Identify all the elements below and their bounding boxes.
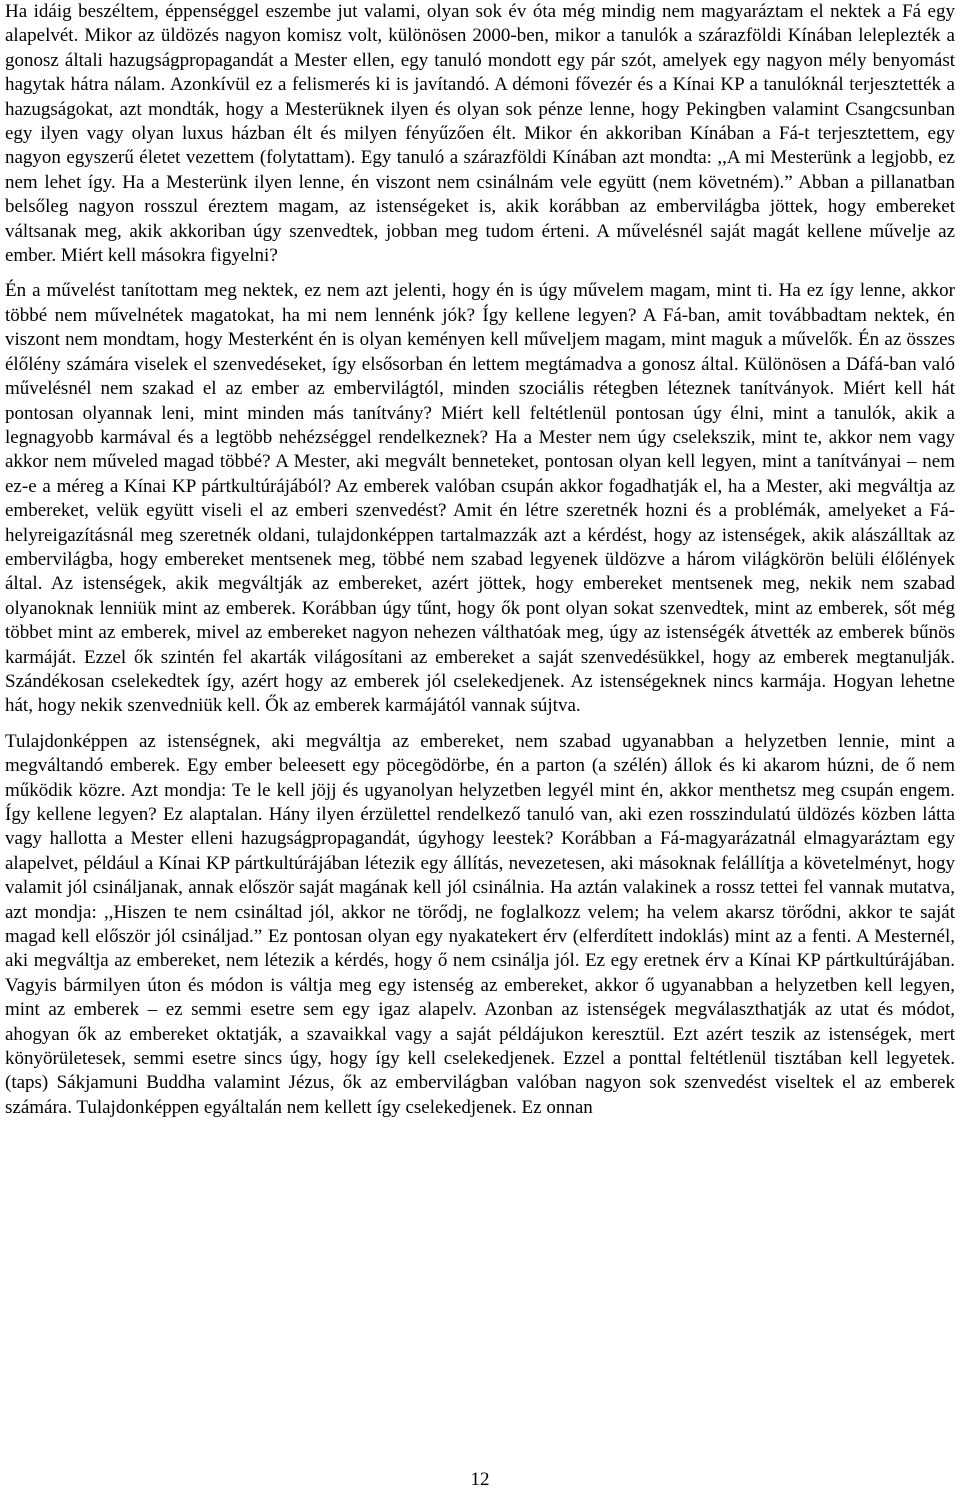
paragraph-1: Ha idáig beszéltem, éppenséggel eszembe jut valami, olyan sok év óta még mindig nem magyaráztam el nektek a Fá egy alapelvét. Mikor az üldözés nagyon komisz volt, különösen 2000-ben, mikor a tanulók a szárazföldi Kínában leleplezték a gonosz általi hazugságpropagandát a Mester ellen, egy tanuló mondott egy pár szót, amelyek egy nagyon mély benyomást hagytak hátra nálam. Azonkívül ez a felismerés ki is javítandó. A démoni fővezér és a Kínai KP a tanulóknál terjesztették a hazugságokat, azt mondták, hogy a Mesterüknek ilyen és olyan sok pénze lenne, hogy Pekingben valamint Csangcsunban egy ilyen vagy olyan luxus házban élt és milyen fényűzően élt. Mikor én akkoriban Kínában a Fá-t terjesztettem, egy nagyon egyszerű életet vezettem (folytattam). Egy tanuló a szárazföldi Kínában azt mondta: ,,A mi Mesterünk a legjobb, ez nem lehet így. Ha a Mesterünk ilyen lenne, én viszont nem csinálnám vele együtt (nem követném).” Abban a pillanatban belsőleg nagyon rosszul éreztem magam, az istenségeket is, akik korábban az embervilágba jöttek, hogy embereket váltsanak meg, akik akkoriban úgy szenvedtek, jobban meg tudom érteni. A művelésnél saját magát kellene művelje az ember. Miért kell másokra figyelni? xyxy=(5,1,955,267)
paragraph-3: Tulajdonképpen az istenségnek, aki megváltja az embereket, nem szabad ugyanabban a helyzetben lennie, mint a megváltandó emberek. Egy ember beleesett egy pöcegödörbe, én a parton (a szélén) állok és ki akarom húzni, de ő nem működik közre. Azt mondja: Te le kell jöjj és ugyanolyan helyzetben legyél mint én, akkor menthetsz meg csupán engem. Így kellene legyen? Ez alaptalan. Hány ilyen érzülettel rendelkező tanuló van, aki ezen rosszindulatú üldözés közben látta vagy hallotta a Mester elleni hazugságpropagandát, úgyhogy leestek? Korábban a Fá-magyarázatnál elmagyaráztam egy alapelvet, például a Kínai KP pártkultúrájában létezik egy állítás, nevezetesen, aki másoknak felállítja a követelményt, hogy valamit jól csináljanak, annak először saját magának kell jól csinálnia. Ha aztán valakinek a rossz tettei fel vannak mutatva, azt mondja: ,,Hiszen te nem csináltad jól, akkor ne törődj, ne foglalkozz velem; ha velem akarsz törődni, akkor te saját magad kell először jól csináljad.” Ez pontosan olyan egy nyakatekert érv (elferdített indoklás) mint az a fenti. A Mesternél, aki megváltja az embereket, nem létezik a kérdés, hogy ő nem csinálja jól. Ez egy eretnek érv a Kínai KP pártkultúrájában. Vagyis bármilyen úton és módon is váltja meg egy istenség az embereket, akkor ő ugyanabban a helyzetben kell legyen, mint az emberek – ez semmi esetre sem egy igaz alapelv. Azonban az istenségek megválaszthatják az utat és módot, ahogyan ők az embereket oktatják, a szavaikkal vagy a saját példájukon keresztül. Ezt azért teszik az istenségek, mert könyörületesek, semmi esetre sincs úgy, hogy így kell cselekedjenek. Ezzel a ponttal feltétlenül tisztában kell legyetek. (taps) Sákjamuni Buddha valamint Jézus, ők az embervilágban valóban nagyon sok szenvedést viseltek el az emberek számára. Tulajdonképpen egyáltalán nem kellett így cselekedjenek. Ez onnan xyxy=(5,730,955,1118)
document-page xyxy=(5,0,955,1120)
page-number: 12 xyxy=(470,1469,490,1490)
paragraph-2: Én a művelést tanítottam meg nektek, ez nem azt jelenti, hogy én is úgy művelem magam, mint ti. Ha ez így lenne, akkor többé nem művelnétek magatokat, ha mi nem lennénk jók? Így kellene legyen? A Fá-ban, amit továbbadtam nektek, én viszont nem mondtam, hogy Mesterként én is olyan keményen kell műveljem magam, mint maguk a művelők. Én az összes élőlény számára viselek el szenvedéseket, így elsősorban én lettem megtámadva a gonosz által. Különösen a Dáfá-ban való művelésnél nem szakad el az ember az embervilágtól, minden szociális rétegben léteznek tanítványok. Miért kell hát pontosan olyannak leni, mint minden más tanítvány? Miért kell feltétlenül pontosan úgy élni, mint a tanulók, akik a legnagyobb karmával és a legtöbb nehézséggel rendelkeznek? Ha a Mester nem úgy cselekszik, mint te, akkor nem vagy akkor nem műveled magad többé? A Mester, aki megvált benneteket, pontosan olyan kell legyen, mint a tanítványai – nem ez-e a méreg a Kínai KP pártkultúrájából? Az emberek valóban csupán akkor fogadhatják el, ha a Mester, aki megváltja az embereket, velük együtt viseli el az emberi szenvedést? Amit én létre szeretnék hozni és a problémák, amelyeket a Fá-helyreigazításnál meg szeretnék oldani, tulajdonképpen tartalmazzák azt a kérdést, hogy az istenségek, akik alászálltak az embervilágba, hogy embereket mentsenek meg, többé nem szabad legyenek üldözve a három világkörön belüli élőlények által. Az istenségek, akik megváltják az embereket, azért jöttek, hogy embereket mentsenek meg, nekik nem szabad olyanoknak lenniük mint az emberek. Korábban úgy tűnt, hogy ők pont olyan sokat szenvedtek, mint az emberek, sőt még többet mint az emberek, mivel az embereket nagyon nehezen válthatóak meg, úgy az istenségék átvették az emberek bűnös karmáját. Ezzel ők szintén fel akarták világosítani az embereket a saját szenvedésükkel, hogy az emberek megtanulják. Szándékosan cselekedtek így, azért hogy az emberek jól cselekedjenek. Az istenségeknek nincs karmája. Hogyan lehetne hát, hogy nekik szenvedniük kell. Ők az emberek karmájától vannak sújtva. xyxy=(5,280,955,717)
